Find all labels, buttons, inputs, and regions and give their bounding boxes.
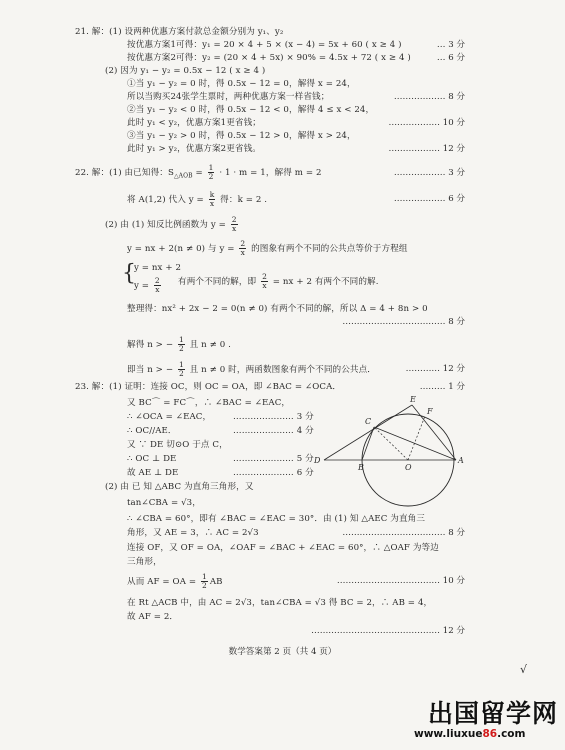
q23-score-6: ……………………………… 8 分 bbox=[342, 528, 465, 538]
q21-line-5: ①当 y₁ − y₂ = 0 时，得 0.5x − 12 = 0，解得 x = 24， bbox=[127, 79, 356, 89]
q21-score-1: … 3 分 bbox=[436, 40, 465, 50]
q22-text: 且 n ≠ 0 时，两函数图象有两个不同的公共点． bbox=[186, 365, 376, 375]
fraction bbox=[154, 277, 161, 294]
fraction-denominator: x bbox=[232, 224, 237, 233]
q21-score-3: ……………… 8 分 bbox=[393, 92, 465, 102]
q21-line-4: (2) 因为 y₁ − y₂ = 0.5x − 12 ( x ≥ 4 ) bbox=[105, 66, 266, 76]
q22-subscript: △AOB bbox=[173, 172, 193, 180]
label-b: B bbox=[358, 463, 364, 472]
q23-line-11: 角形，又 AE = 3，∴ AC = 2√3 bbox=[127, 528, 259, 538]
segment-bc bbox=[362, 427, 374, 460]
fraction-denominator: 2 bbox=[178, 369, 184, 378]
tangent-de bbox=[324, 405, 412, 460]
q21-line-1: 21. 解：(1) 设两种优惠方案付款总金额分别为 y₁、y₂ bbox=[75, 27, 284, 37]
fraction-numerator: 1 bbox=[208, 163, 214, 172]
q23-score-4: ………………… 5 分 bbox=[233, 454, 314, 464]
fraction bbox=[208, 164, 215, 181]
q23-line-6: ∴ OC ⊥ DE bbox=[127, 454, 177, 464]
fraction bbox=[239, 240, 246, 257]
q22-score-4: ………… 12 分 bbox=[405, 364, 465, 374]
label-f: F bbox=[427, 407, 433, 416]
q22-text: 解得 n > − bbox=[127, 340, 176, 350]
q21-line-9: ③当 y₁ − y₂ > 0 时，得 0.5x − 12 > 0，解得 x > 24， bbox=[127, 131, 356, 141]
q22-line-7 bbox=[127, 361, 376, 378]
q23-line-10: ∴ ∠CBA = 60°，即有 ∠BAC = ∠EAC = 30°．由 (1) 知 △AEC 为直角三 bbox=[127, 514, 426, 524]
fraction-numerator: 2 bbox=[262, 272, 267, 281]
fraction-numerator: 1 bbox=[178, 335, 184, 344]
q23-score-7: ……………………………… 10 分 bbox=[336, 576, 465, 586]
fraction-denominator: x bbox=[262, 281, 267, 290]
q22-line-6 bbox=[127, 336, 231, 353]
watermark-url-prefix: www.liuxue bbox=[414, 728, 483, 740]
segment-ac bbox=[374, 427, 456, 460]
q23-score-8: ……………………………………… 12 分 bbox=[311, 626, 465, 636]
label-c: C bbox=[365, 417, 372, 426]
q22-text: 且 n ≠ 0 . bbox=[186, 340, 232, 350]
fraction-denominator: 2 bbox=[201, 581, 207, 590]
checkmark-icon: √ bbox=[520, 663, 528, 676]
label-a: A bbox=[458, 456, 464, 465]
fraction-denominator: x bbox=[240, 248, 245, 257]
fraction bbox=[231, 216, 238, 233]
q22-text: 将 A(1,2) 代入 y = bbox=[127, 195, 207, 205]
watermark-url-number: 86 bbox=[482, 728, 498, 740]
q22-text: = nx + 2 有两个不同的解. bbox=[269, 277, 379, 287]
q22-text: 即当 n > − bbox=[127, 365, 176, 375]
q22-line-4 bbox=[127, 240, 408, 257]
q22-score-2: ……………… 6 分 bbox=[393, 194, 465, 204]
segment-of bbox=[408, 416, 425, 460]
system-brace: { bbox=[122, 261, 136, 286]
fraction-denominator: 2 bbox=[178, 344, 184, 353]
q21-score-2: … 6 分 bbox=[436, 53, 465, 63]
q21-score-4: ……………… 10 分 bbox=[388, 118, 465, 128]
watermark-logo bbox=[400, 690, 565, 750]
q21-line-10: 此时 y₁ > y₂，优惠方案2更省钱。 bbox=[127, 144, 261, 154]
q23-score-1: ……… 1 分 bbox=[419, 382, 465, 392]
fraction bbox=[178, 336, 185, 353]
q23-line-9: tan∠CBA = √3， bbox=[127, 498, 201, 508]
q23-line-2: 又 BC⌒ = FC⌒，∴ ∠BAC = ∠EAC， bbox=[127, 398, 291, 408]
q22-line-5: 整理得：nx² + 2x − 2 = 0(n ≠ 0) 有两个不同的解，所以 Δ = 4 + 8n > 0 bbox=[127, 304, 428, 314]
q23-line-12: 连接 OF，又 OF = OA，∠OAF = ∠BAC + ∠EAC = 60°，∴ △OAF 为等边 bbox=[127, 543, 439, 553]
label-e: E bbox=[410, 395, 416, 404]
q22-system-desc bbox=[178, 273, 379, 290]
label-o: O bbox=[405, 463, 412, 472]
q22-system-eq-2 bbox=[134, 277, 163, 294]
q22-text: = bbox=[192, 168, 206, 178]
q23-line-4: ∴ OC//AE． bbox=[127, 426, 177, 436]
q21-line-8: 此时 y₁ < y₂，优惠方案1更省钱； bbox=[127, 118, 261, 128]
q21-score-5: ……………… 12 分 bbox=[388, 144, 465, 154]
fraction bbox=[209, 191, 216, 208]
q23-score-5: ………………… 6 分 bbox=[233, 468, 314, 478]
q22-line-1 bbox=[75, 164, 322, 182]
q23-score-3: ………………… 4 分 bbox=[233, 426, 314, 436]
q22-text: · 1 · m = 1，解得 m = 2 bbox=[216, 168, 322, 178]
fraction-denominator: x bbox=[209, 199, 215, 208]
watermark-title: 出国留学网 bbox=[428, 699, 559, 728]
q22-text: y = bbox=[134, 281, 152, 291]
q22-text: 有两个不同的解，即 bbox=[178, 277, 260, 287]
q22-score-1: ……………… 3 分 bbox=[393, 168, 465, 178]
fraction-numerator: 1 bbox=[178, 360, 184, 369]
q22-score-3: ……………………………… 8 分 bbox=[342, 317, 465, 327]
q23-text: 从而 AF = OA = bbox=[127, 577, 199, 587]
q21-line-2: 按优惠方案1可得：y₁ = 20 × 4 + 5 × (x − 4) = 5x + 60 ( x ≥ 4 ) bbox=[127, 40, 402, 50]
q23-line-8: (2) 由 已 知 △ABC 为直角三角形，又 bbox=[105, 482, 254, 492]
fraction bbox=[178, 361, 185, 378]
label-d: D bbox=[314, 456, 321, 465]
q23-line-15: 在 Rt △ACB 中，由 AC = 2√3，tan∠CBA = √3 得 BC = 2，∴ AB = 4， bbox=[127, 598, 433, 608]
fraction-numerator: k bbox=[209, 190, 215, 199]
q23-line-1: 23. 解：(1) 证明：连接 OC，则 OC = OA，即 ∠BAC = ∠OCA． bbox=[75, 382, 342, 392]
fraction bbox=[201, 573, 208, 590]
fraction-denominator: 2 bbox=[208, 172, 214, 181]
fraction-numerator: 2 bbox=[154, 276, 160, 285]
q23-line-14 bbox=[127, 573, 223, 590]
fraction bbox=[261, 273, 268, 290]
q22-text: 的图象有两个不同的公共点等价于方程组 bbox=[248, 244, 408, 254]
q23-line-5: 又 ∵ DE 切⊙O 于点 C， bbox=[127, 440, 228, 450]
q22-line-2 bbox=[127, 191, 267, 208]
q21-line-7: ②当 y₁ − y₂ < 0 时，得 0.5x − 12 < 0，解得 4 ≤ x < 24， bbox=[127, 105, 375, 115]
q23-line-3: ∴ ∠OCA = ∠EAC， bbox=[127, 412, 212, 422]
fraction-denominator: x bbox=[155, 285, 160, 294]
watermark-url bbox=[414, 728, 525, 740]
page-footer: 数学答案第 2 页（共 4 页） bbox=[228, 647, 337, 657]
q22-text: 22. 解：(1) 由已知得：S bbox=[75, 168, 174, 178]
geometry-figure bbox=[310, 390, 480, 510]
q23-line-13: 三角形， bbox=[127, 557, 162, 567]
fraction-numerator: 2 bbox=[231, 215, 237, 224]
q23-text: AB bbox=[209, 577, 223, 587]
q21-line-6: 所以当购买24张学生票时，两种优惠方案一样省钱； bbox=[127, 92, 330, 102]
q23-score-2: ………………… 3 分 bbox=[233, 412, 314, 422]
q22-system-eq-1: y = nx + 2 bbox=[134, 263, 182, 273]
q23-line-7: 故 AE ⊥ DE bbox=[127, 468, 179, 478]
q22-text: 得：k = 2 . bbox=[217, 195, 268, 205]
q22-text: y = nx + 2(n ≠ 0) 与 y = bbox=[127, 244, 238, 254]
q22-text: (2) 由 (1) 知反比例函数为 y = bbox=[105, 220, 229, 230]
segment-oc bbox=[374, 427, 408, 460]
watermark-url-suffix: .com bbox=[497, 728, 526, 740]
q21-line-3: 按优惠方案2可得：y₂ = (20 × 4 + 5x) × 90% = 4.5x + 72 ( x ≥ 4 ) bbox=[127, 53, 411, 63]
fraction-numerator: 2 bbox=[240, 239, 246, 248]
q22-line-3 bbox=[105, 216, 240, 233]
fraction-numerator: 1 bbox=[201, 572, 207, 581]
q23-line-16: 故 AF = 2． bbox=[127, 612, 179, 622]
